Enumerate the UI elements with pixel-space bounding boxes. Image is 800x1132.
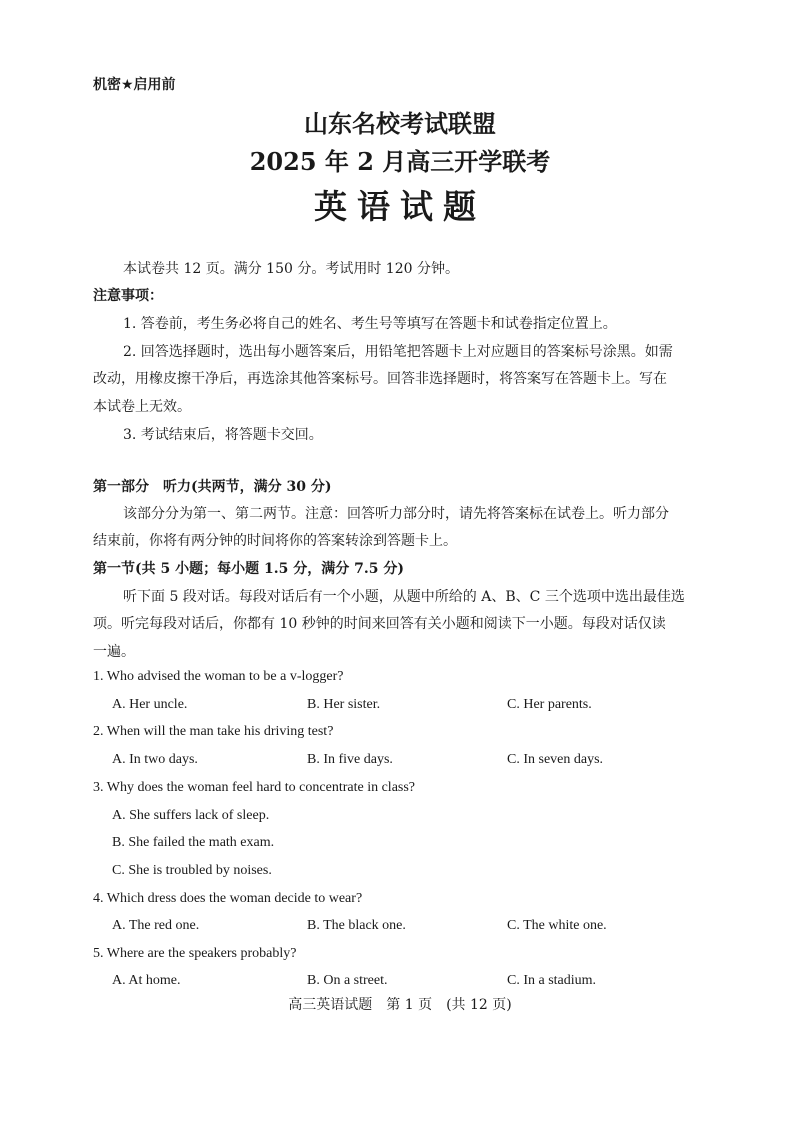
answer-option: C. In a stadium. xyxy=(507,973,597,988)
answer-option: A. She suffers lack of sleep. xyxy=(112,808,270,823)
notice-heading: 注意事项： xyxy=(93,288,163,304)
notice-item: 3. 考试结束后，将答题卡交回。 xyxy=(123,427,323,443)
confidential-label: 机密★启用前 xyxy=(93,77,176,93)
answer-option: B. She failed the math exam. xyxy=(112,835,275,850)
answer-option: B. Her sister. xyxy=(307,697,381,712)
answer-option: C. The white one. xyxy=(507,918,607,933)
section1-instructions: 听下面 5 段对话。每段对话后有一个小题，从题中所给的 A、B、C 三个选项中选出最佳选 xyxy=(123,589,685,605)
answer-option: A. The red one. xyxy=(112,918,200,933)
exam-date-title: 2025 年 2 月高三开学联考 xyxy=(249,147,551,176)
answer-option: C. In seven days. xyxy=(507,752,604,767)
question-stem: 1. Who advised the woman to be a v-logger? xyxy=(93,669,344,684)
answer-option: B. On a street. xyxy=(307,973,388,988)
subject-title: 英语试题 xyxy=(314,187,486,226)
part1-intro: 该部分分为第一、第二两节。注意：回答听力部分时，请先将答案标在试卷上。听力部分 xyxy=(123,506,669,522)
exam-union-title: 山东名校考试联盟 xyxy=(304,109,496,138)
notice-item: 2. 回答选择题时，选出每小题答案后，用铅笔把答题卡上对应题目的答案标号涂黑。如需 xyxy=(123,344,673,360)
notice-item: 改动，用橡皮擦干净后，再选涂其他答案标号。回答非选择题时，将答案写在答题卡上。写在 xyxy=(93,371,667,387)
notice-item: 1. 答卷前，考生务必将自己的姓名、考生号等填写在答题卡和试卷指定位置上。 xyxy=(123,316,617,332)
section1-heading: 第一节(共 5 小题；每小题 1.5 分，满分 7.5 分) xyxy=(93,561,404,577)
answer-option: B. In five days. xyxy=(307,752,393,767)
answer-option: A. At home. xyxy=(112,973,181,988)
question-stem: 3. Why does the woman feel hard to concentrate in class? xyxy=(93,780,416,795)
section1-instructions: 项。听完每段对话后，你都有 10 秒钟的时间来回答有关小题和阅读下一小题。每段对话仅读 xyxy=(93,616,666,632)
answer-option: B. The black one. xyxy=(307,918,406,933)
answer-option: C. Her parents. xyxy=(507,697,592,712)
question-stem: 5. Where are the speakers probably? xyxy=(93,946,297,961)
page-footer: 高三英语试题 第 1 页 (共 12 页) xyxy=(288,997,512,1013)
notice-item: 本试卷上无效。 xyxy=(93,399,191,415)
answer-option: A. Her uncle. xyxy=(112,697,188,712)
answer-option: A. In two days. xyxy=(112,752,198,767)
answer-option: C. She is troubled by noises. xyxy=(112,863,272,878)
part1-heading: 第一部分 听力(共两节，满分 30 分) xyxy=(93,479,332,495)
question-stem: 4. Which dress does the woman decide to wear? xyxy=(93,891,363,906)
question-stem: 2. When will the man take his driving test? xyxy=(93,724,334,739)
part1-intro: 结束前，你将有两分钟的时间将你的答案转涂到答题卡上。 xyxy=(93,533,457,549)
exam-info: 本试卷共 12 页。满分 150 分。考试用时 120 分钟。 xyxy=(123,261,459,277)
section1-instructions: 一遍。 xyxy=(93,644,135,660)
